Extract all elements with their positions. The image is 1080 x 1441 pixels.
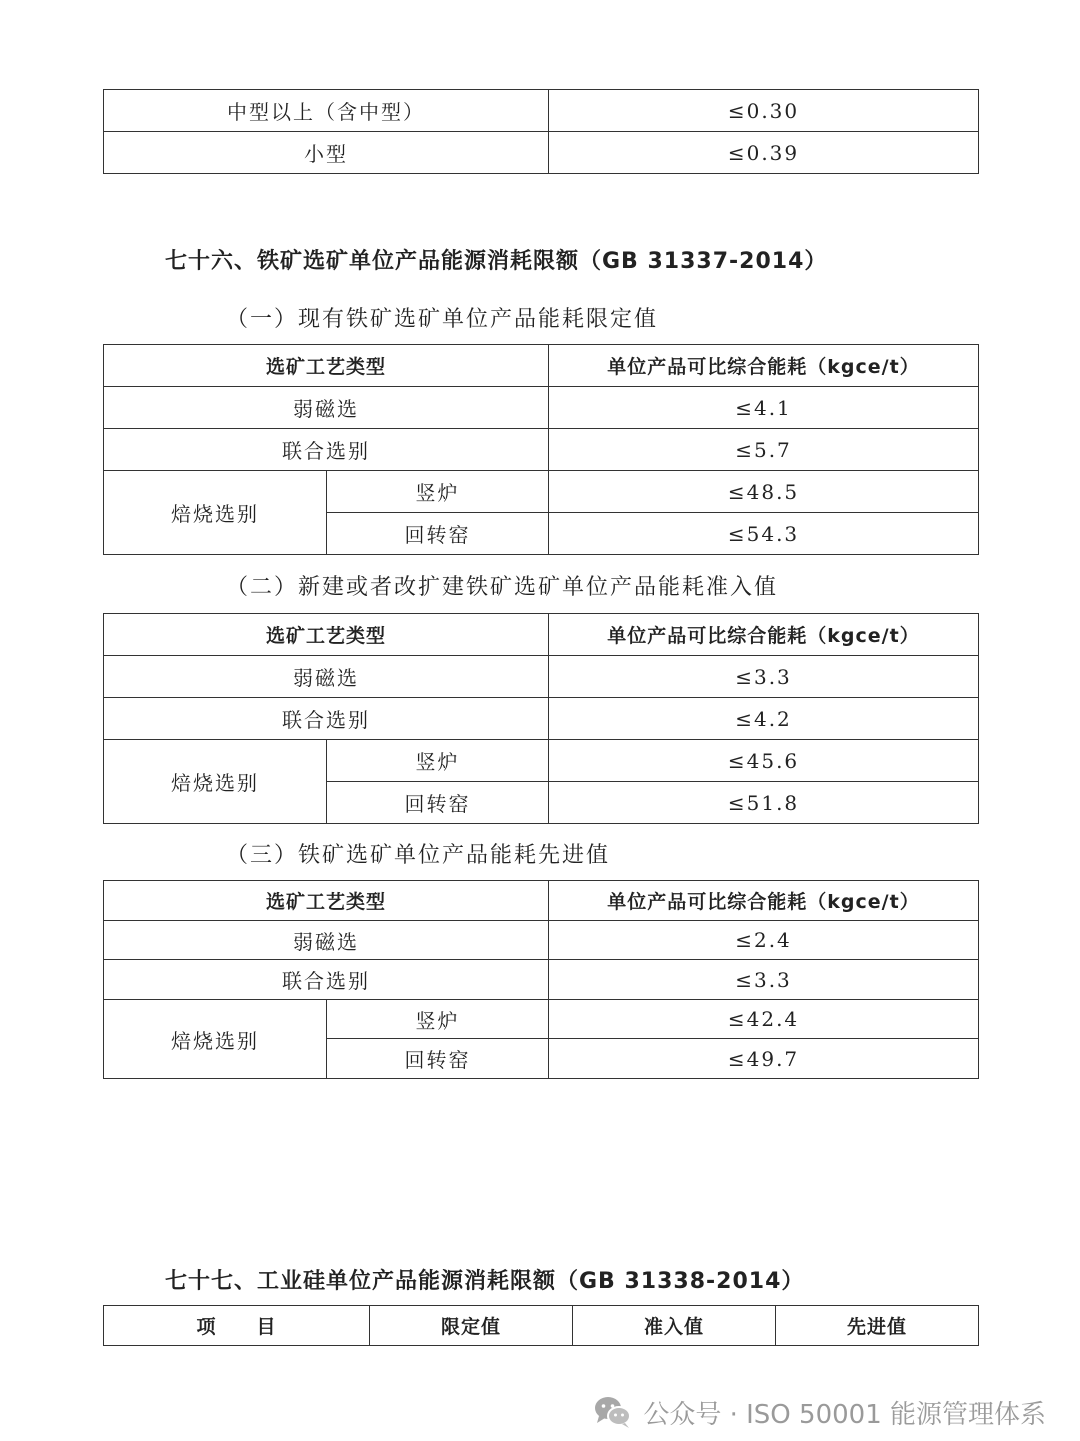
cell-value: ≤2.4 [549,921,979,960]
row-label-rotary-kiln: 回转窑 [327,513,549,555]
sub1-table [103,344,979,555]
row-label-shaft-furnace: 竖炉 [327,740,549,782]
cell-value: ≤5.7 [549,429,979,471]
cell-value: ≤0.39 [549,132,979,174]
row-label-rotary-kiln: 回转窑 [327,782,549,824]
table-row [104,698,979,740]
col-header-value: 单位产品可比综合能耗（kgce/t） [549,614,979,656]
sub2-title: （二）新建或者改扩建铁矿选矿单位产品能耗准入值 [226,575,779,600]
row-label-combined: 联合选别 [104,698,549,740]
col-header-item: 项 目 [104,1306,370,1346]
table-row [104,429,979,471]
col-header-value: 单位产品可比综合能耗（kgce/t） [549,881,979,921]
sub3-table [103,880,979,1079]
cell-value: ≤51.8 [549,782,979,824]
table-row [104,656,979,698]
col-header-type: 选矿工艺类型 [104,881,549,921]
cell-value: ≤54.3 [549,513,979,555]
table-row [104,960,979,1000]
watermark-text: 公众号 · ISO 50001 能源管理体系 [643,1399,1046,1430]
table-header-row [104,881,979,921]
section-76-heading: 七十六、铁矿选矿单位产品能源消耗限额（GB 31337-2014） [165,249,828,274]
sub1-title: （一）现有铁矿选矿单位产品能耗限定值 [226,307,659,332]
cell-value: ≤45.6 [549,740,979,782]
row-label-combined: 联合选别 [104,429,549,471]
cell-value: ≤0.30 [549,90,979,132]
cell-value: ≤48.5 [549,471,979,513]
cell-value: ≤49.7 [549,1039,979,1079]
table-header-row [104,1306,979,1346]
table-row [104,387,979,429]
table-row [104,740,979,782]
row-label-roasting: 焙烧选别 [104,740,327,824]
top-table [103,89,979,174]
cell-value: ≤3.3 [549,960,979,1000]
row-label-shaft-furnace: 竖炉 [327,471,549,513]
col-header-type: 选矿工艺类型 [104,345,549,387]
row-label-combined: 联合选别 [104,960,549,1000]
row-label-weak-magnetic: 弱磁选 [104,921,549,960]
sub3-title: （三）铁矿选矿单位产品能耗先进值 [226,843,611,868]
row-label-rotary-kiln: 回转窑 [327,1039,549,1079]
table-header-row [104,345,979,387]
cell-type: 中型以上（含中型） [104,90,549,132]
col-header-value: 单位产品可比综合能耗（kgce/t） [549,345,979,387]
wechat-icon [593,1395,633,1429]
table-row [104,132,979,174]
table-row [104,1000,979,1039]
section-77-table [103,1305,979,1346]
watermark [593,1392,1046,1432]
cell-value: ≤4.2 [549,698,979,740]
col-header-type: 选矿工艺类型 [104,614,549,656]
row-label-weak-magnetic: 弱磁选 [104,656,549,698]
col-header-entry: 准入值 [573,1306,776,1346]
col-header-advanced: 先进值 [776,1306,979,1346]
table-row [104,921,979,960]
cell-value: ≤42.4 [549,1000,979,1039]
section-77-heading: 七十七、工业硅单位产品能源消耗限额（GB 31338-2014） [165,1269,805,1294]
cell-type: 小型 [104,132,549,174]
row-label-roasting: 焙烧选别 [104,1000,327,1079]
table-header-row [104,614,979,656]
row-label-weak-magnetic: 弱磁选 [104,387,549,429]
sub2-table [103,613,979,824]
table-row [104,471,979,513]
col-header-limit: 限定值 [370,1306,573,1346]
row-label-roasting: 焙烧选别 [104,471,327,555]
row-label-shaft-furnace: 竖炉 [327,1000,549,1039]
table-row [104,90,979,132]
cell-value: ≤3.3 [549,656,979,698]
cell-value: ≤4.1 [549,387,979,429]
